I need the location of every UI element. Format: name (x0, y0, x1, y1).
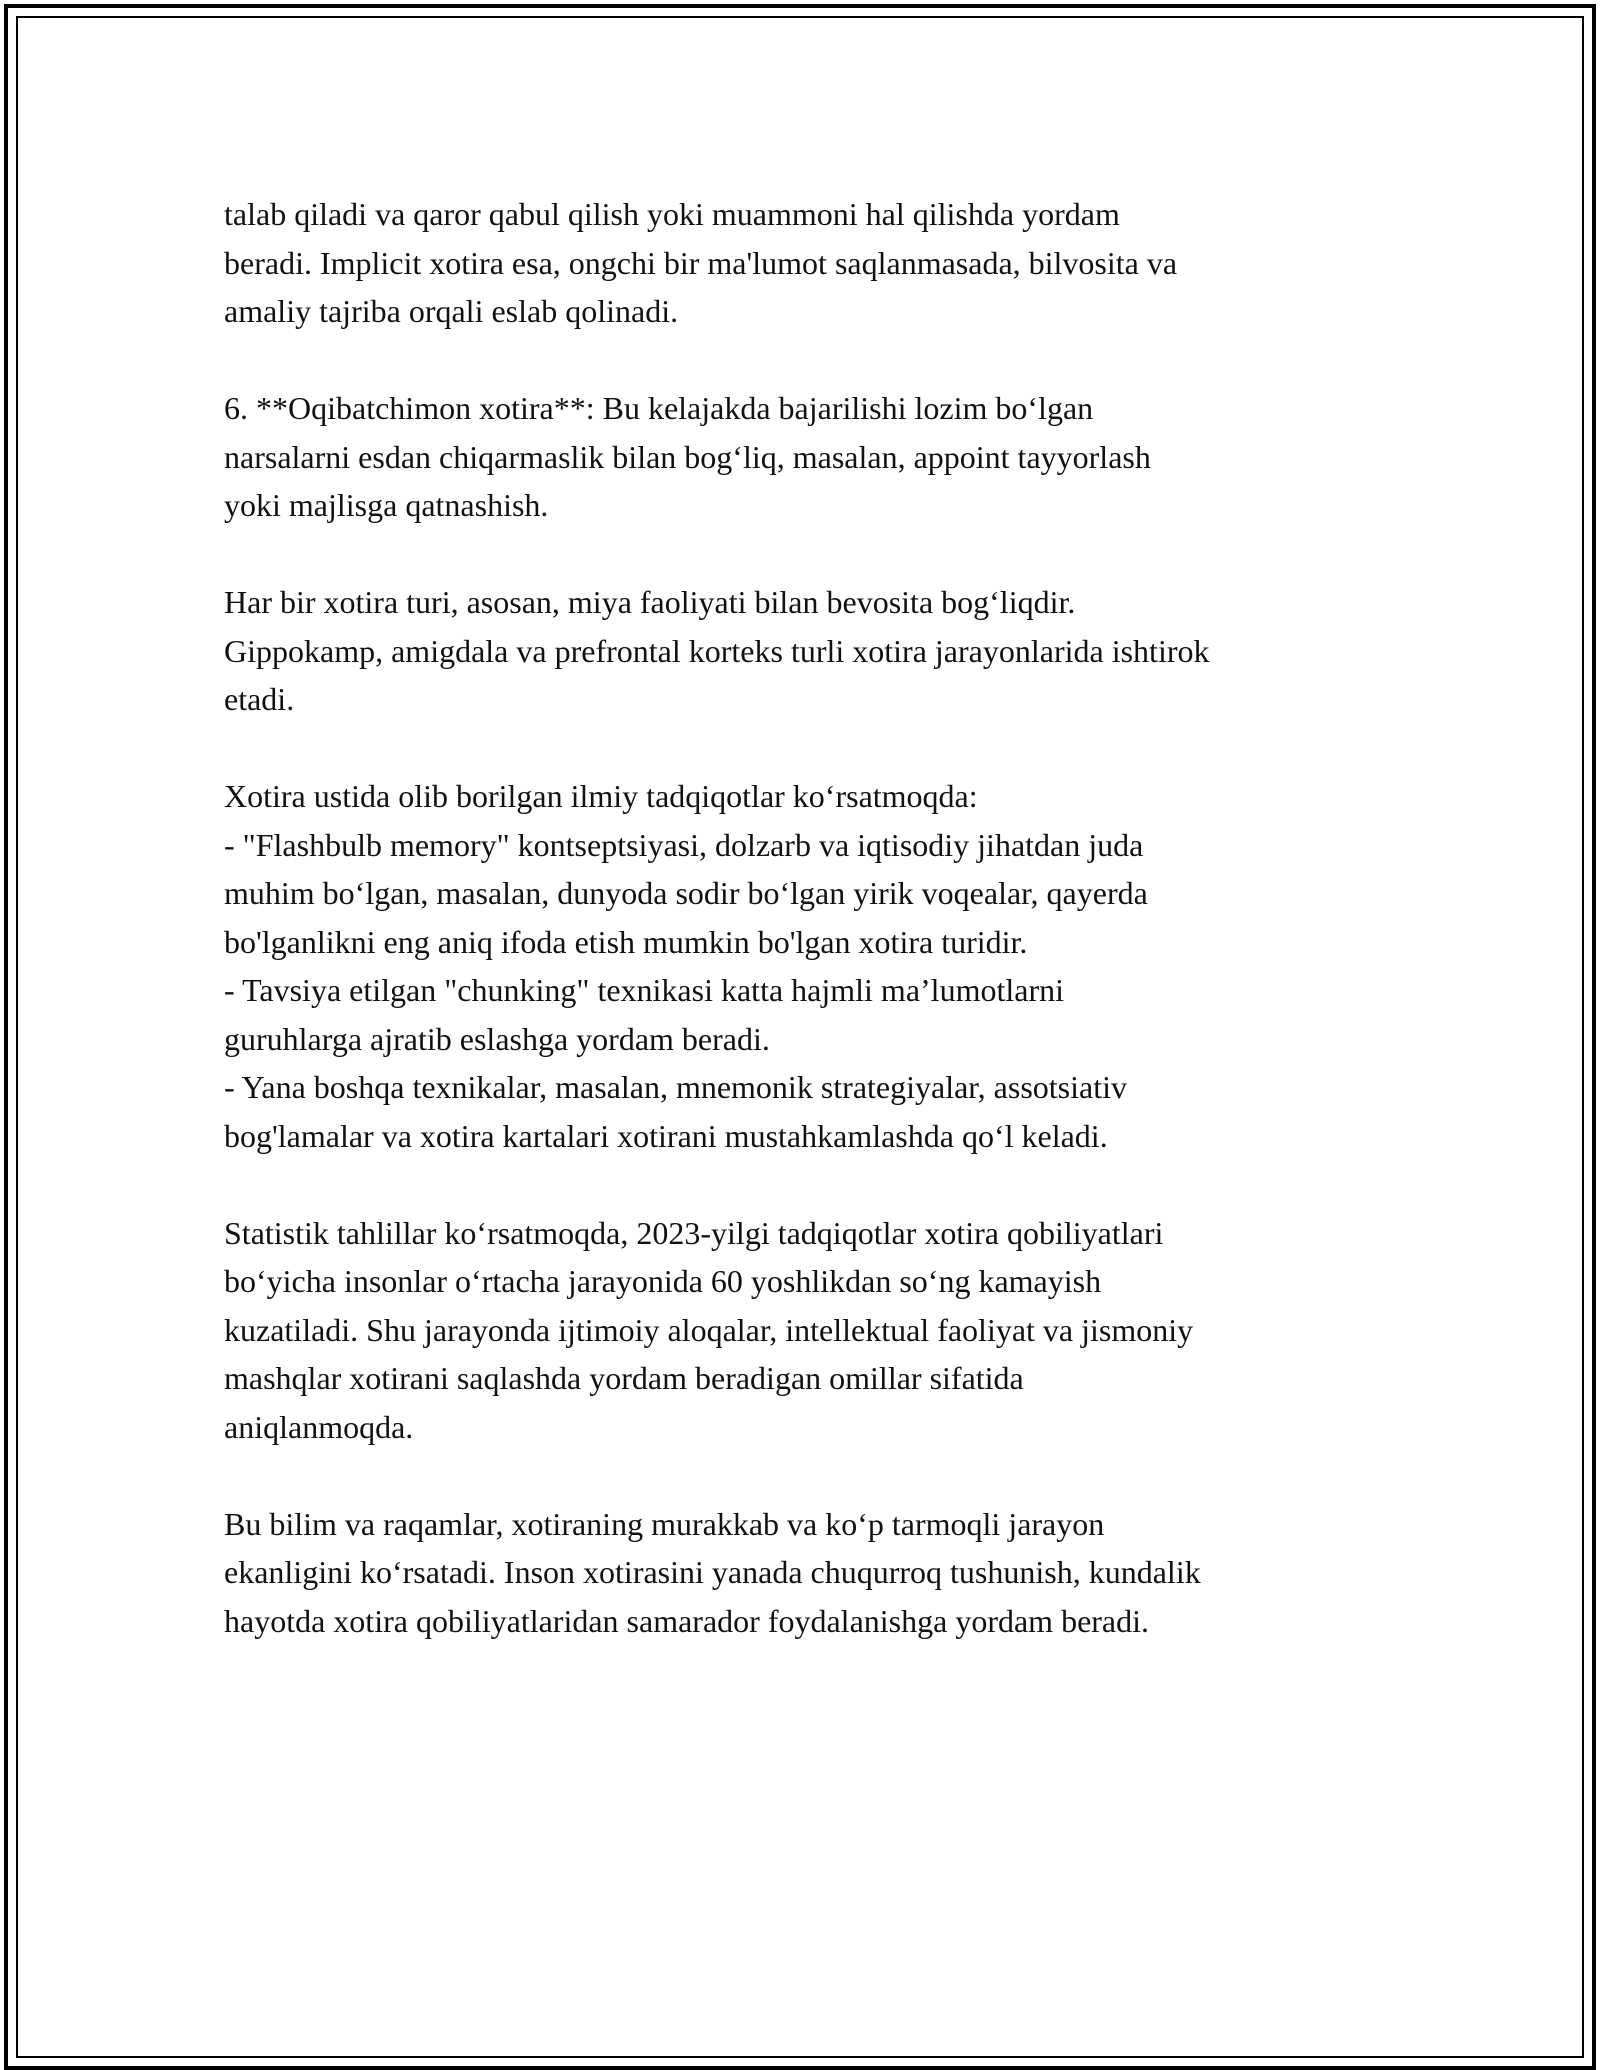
text-line: amaliy tajriba orqali eslab qolinadi. (224, 293, 679, 329)
text-line: beradi. Implicit xotira esa, ongchi bir ma'lumot saqlanmasada, bilvosita va (224, 244, 1178, 281)
text-line: Xotira ustida olib borilgan ilmiy tadqiqotlar ko‘rsatmoqda: (224, 778, 978, 814)
list-item-line: - Yana boshqa texnikalar, masalan, mnemonik strategiyalar, assotsiativ (224, 1069, 1127, 1105)
text-line: Har bir xotira turi, asosan, miya faoliyati bilan bevosita bog‘liqdir. (224, 584, 1076, 620)
list-item-line: guruhlarga ajratib eslashga yordam beradi. (224, 1020, 770, 1057)
text-line: ekanligini ko‘rsatadi. Inson xotirasini yanada chuqurroq tushunish, kundalik (224, 1554, 1201, 1590)
text-line: Bu bilim va raqamlar, xotiraning murakkab va ko‘p tarmoqli jarayon (224, 1505, 1105, 1542)
paragraph-prospective-memory (224, 384, 1374, 530)
list-item-line: - Tavsiya etilgan "chunking" texnikasi katta hajmli ma’lumotlarni (224, 972, 1064, 1008)
text-line: mashqlar xotirani saqlashda yordam beradigan omillar sifatida (224, 1360, 1024, 1396)
paragraph-statistics (224, 1209, 1374, 1452)
text-line: narsalarni esdan chiqarmaslik bilan bog‘liq, masalan, appoint tayyorlash (224, 438, 1151, 475)
paragraph-conclusion (224, 1500, 1374, 1646)
document-body (224, 190, 1374, 1694)
text-line: hayotda xotira qobiliyatlaridan samarador foydalanishga yordam beradi. (224, 1602, 1150, 1639)
text-line: Statistik tahlillar ko‘rsatmoqda, 2023-yilgi tadqiqotlar xotira qobiliyatlari (224, 1214, 1164, 1251)
text-line: 6. **Oqibatchimon xotira**: Bu kelajakda bajarilishi lozim bo‘lgan (224, 390, 1094, 426)
list-item-line: bog'lamalar va xotira kartalari xotirani mustahkamlashda qo‘l keladi. (224, 1117, 1108, 1154)
text-line: Gippokamp, amigdala va prefrontal korteks turli xotira jarayonlarida ishtirok (224, 632, 1210, 669)
text-line: talab qiladi va qaror qabul qilish yoki muammoni hal qilishda yordam (224, 196, 1120, 232)
paragraph-research-list (224, 772, 1374, 1160)
paragraph-implicit-memory (224, 190, 1374, 336)
list-item-line: - "Flashbulb memory" kontseptsiyasi, dolzarb va iqtisodiy jihatdan juda (224, 826, 1144, 863)
paragraph-brain-activity (224, 578, 1374, 724)
list-item-line: muhim bo‘lgan, masalan, dunyoda sodir bo‘lgan yirik voqealar, qayerda (224, 875, 1148, 911)
text-line: kuzatiladi. Shu jarayonda ijtimoiy aloqalar, intellektual faoliyat va jismoniy (224, 1311, 1194, 1348)
text-line: aniqlanmoqda. (224, 1408, 414, 1445)
list-item-line: bo'lganlikni eng aniq ifoda etish mumkin bo'lgan xotira turidir. (224, 923, 1028, 960)
text-line: bo‘yicha insonlar o‘rtacha jarayonida 60 yoshlikdan so‘ng kamayish (224, 1263, 1102, 1299)
text-line: etadi. (224, 681, 295, 717)
text-line: yoki majlisga qatnashish. (224, 487, 549, 523)
